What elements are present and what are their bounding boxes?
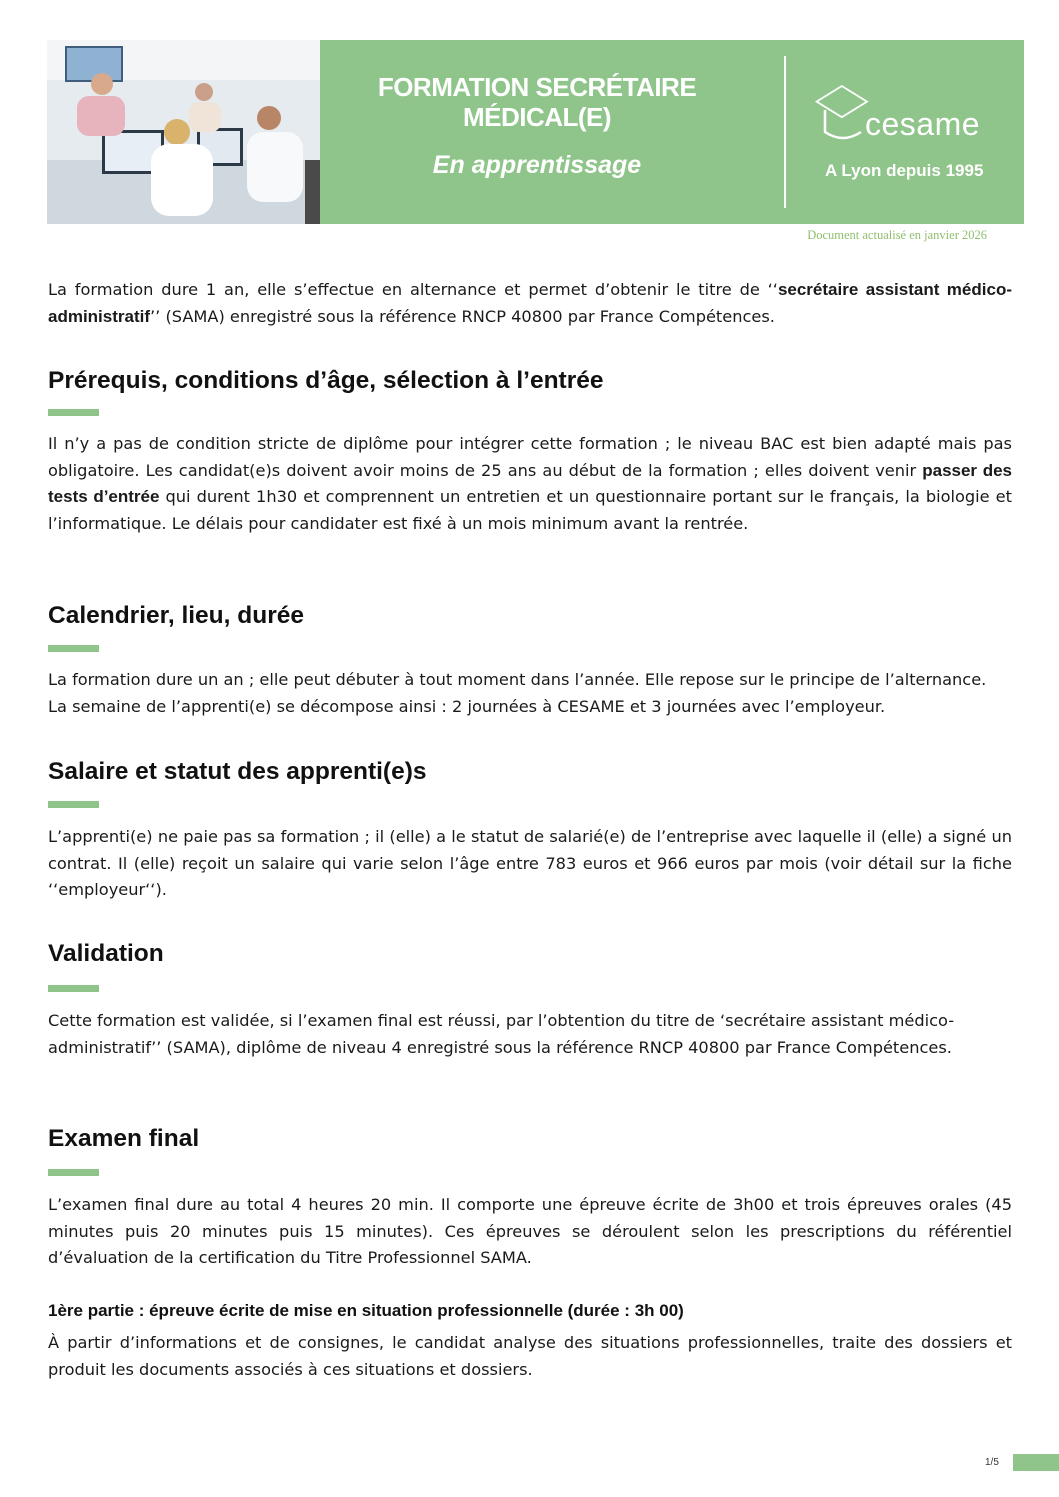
prerequis-paragraph: [48, 431, 1012, 537]
title-line-1: FORMATION SECRÉTAIRE: [377, 72, 697, 102]
graduation-cap-icon: [813, 80, 873, 152]
examen-part1-heading: 1ère partie : épreuve écrite de mise en situation professionnelle (durée : 3h 00): [48, 1301, 684, 1320]
intro-text-1: La formation dure 1 an, elle s’effectue en alternance et permet d’obtenir le titre de ‘‘: [48, 280, 778, 299]
intro-bold-title: secrétaire assistant médico-administratif: [48, 280, 1012, 326]
page-number: 1/5: [985, 1457, 999, 1468]
heading-accent-bar: [48, 1169, 99, 1176]
heading-accent-bar: [48, 801, 99, 808]
intro-text-2: ’’ (SAMA) enregistré sous la référence RNCP 40800 par France Compétences.: [150, 306, 775, 326]
heading-examen: Examen final: [48, 1125, 200, 1152]
header-banner: [47, 40, 1024, 224]
header-divider: [784, 56, 786, 208]
prerequis-bold: passer des tests d’entrée: [48, 460, 1012, 506]
heading-accent-bar: [48, 645, 99, 652]
salaire-paragraph: L’apprenti(e) ne paie pas sa formation ; il (elle) a le statut de salarié(e) de l’entreprise avec laquelle il (elle) a signé un contrat. Il (elle) reçoit un salaire qui varie selon l’âge entre 783 euros et 966 euros par mois (voir détail sur la fiche ‘‘employeur‘‘).: [48, 827, 1012, 899]
prerequis-text-1: Il n’y a pas de condition stricte de diplôme pour intégrer cette formation ; le niveau BAC est bien adapté mais pas obligatoire. Les candidat(e)s doivent avoir moins de 25 ans au début de la formation ; elles doivent venir: [48, 434, 1012, 480]
heading-salaire: Salaire et statut des apprenti(e)s: [48, 758, 427, 785]
examen-paragraph: L’examen final dure au total 4 heures 20 min. Il comporte une épreuve écrite de 3h00 et trois épreuves orales (45 minutes puis 20 minutes puis 15 minutes). Ces épreuves se déroulent selon les prescriptions du référentiel d’évaluation de la certification du Titre Professionnel SAMA.: [48, 1195, 1012, 1267]
heading-calendrier: Calendrier, lieu, durée: [48, 602, 304, 629]
medical-office-illustration: [47, 40, 320, 224]
page-number-bar: [1013, 1454, 1059, 1471]
heading-accent-bar: [48, 409, 99, 416]
prerequis-text-2: qui durent 1h30 et comprennent un entretien et un questionnaire portant sur le français, la biologie et l’informatique. Le délais pour candidater est fixé à un mois minimum avant la rentrée.: [48, 487, 1012, 533]
examen-part1-paragraph: À partir d’informations et de consignes, le candidat analyse des situations professionnelles, traite des dossiers et produit les documents associés à ces situations et dossiers.: [48, 1333, 1012, 1379]
tagline: A Lyon depuis 1995: [825, 161, 984, 180]
document-subtitle: En apprentissage: [432, 151, 642, 179]
hero-photo: [47, 40, 320, 224]
updated-note: Document actualisé en janvier 2026: [807, 228, 987, 242]
intro-paragraph: [48, 277, 1012, 330]
validation-paragraph: Cette formation est validée, si l’examen final est réussi, par l’obtention du titre de ‘secrétaire assistant médico-administratif’’ (SAMA), diplôme de niveau 4 enregistré sous la référence RNCP 40800 par France Compétences.: [48, 1011, 955, 1057]
heading-accent-bar: [48, 985, 99, 992]
heading-validation: Validation: [48, 940, 164, 967]
calendrier-paragraph: [48, 667, 1012, 720]
calendrier-line-2: La semaine de l’apprenti(e) se décompose ainsi : 2 journées à CESAME et 3 journées avec l’employeur.: [48, 696, 886, 716]
cesame-logo: cesame: [865, 106, 981, 142]
calendrier-line-1: La formation dure un an ; elle peut débuter à tout moment dans l’année. Elle repose sur le principe de l’alternance.: [48, 670, 987, 689]
title-line-2: MÉDICAL(E): [462, 102, 612, 132]
document-title: [347, 72, 727, 132]
heading-prerequis: Prérequis, conditions d’âge, sélection à l’entrée: [48, 367, 604, 394]
